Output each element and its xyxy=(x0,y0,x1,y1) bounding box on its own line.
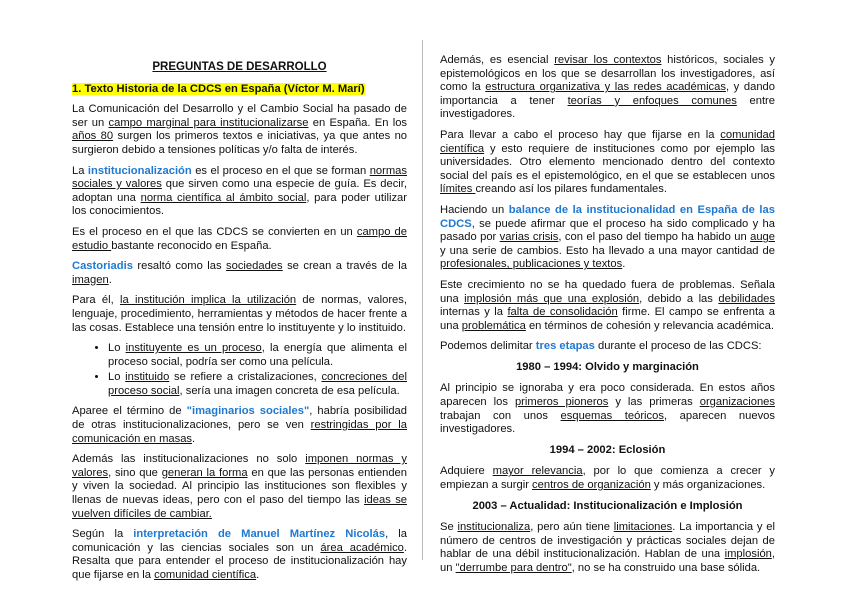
paragraph: Castoriadis resaltó como las sociedades se crean a través de la imagen. xyxy=(72,260,408,286)
paragraph: Es el proceso en el que las CDCS se convierten en un campo de estudio bastante reconocido en España. xyxy=(72,225,407,252)
paragraph: Al principio se ignoraba y era poco considerada. En estos años aparecen los primeros pioneros y las primeras organizaciones trabajan con unos esquemas teóricos, aparecen nuevos investigadores. xyxy=(440,382,775,436)
paragraph: Adquiere mayor relevancia, por lo que comienza a crecer y empiezan a surgir centros de organización y más organizaciones. xyxy=(440,465,775,492)
paragraph: Haciendo un balance de la institucionalidad en España de las CDCS, se puede afirmar que el proceso ha sido complicado y ha pasado por varias crisis, con el paso del tiempo ha habido un auge y una serie de cambios. Esto ha llevado a una mayor cantidad de profesionales, publicaciones y textos. xyxy=(440,203,775,271)
paragraph: Aparee el término de "imaginarios sociales", habría posibilidad de otras institucionalizaciones, pero se ven restringidas por la comunicación en masas. xyxy=(72,405,408,445)
stage-heading: 1980 – 1994: Olvido y marginación xyxy=(516,360,699,373)
column-divider xyxy=(422,40,423,560)
paragraph: Este crecimiento no se ha quedado fuera de problemas. Señala una implosión más que una explosión, debido a las debilidades internas y la falta de consolidación firme. El campo se enfrenta a una problemática en términos de cohesión y relevancia académica. xyxy=(440,278,775,332)
bullet-list xyxy=(72,342,407,398)
paragraph: La Comunicación del Desarrollo y el Cambio Social ha pasado de ser un campo marginal para institucionalizarse en España. En los años 80 surgen los primeros textos e iniciativas, ya que antes no surgieron debido a tensiones políticas y/o falta de interés. xyxy=(72,103,408,156)
paragraph: Para él, la institución implica la utilización de normas, valores, lenguaje, procedimiento, herramientas y métodos de hacer frente a las cosas. Establece una tensión entre lo instituyente y lo instituido. xyxy=(72,294,407,334)
stage-heading: 1994 – 2002: Eclosión xyxy=(549,443,666,456)
right-column xyxy=(440,54,775,583)
paragraph: Para llevar a cabo el proceso hay que fijarse en la comunidad científica y esto requiere de instituciones como por ejemplo las universidades. Otro elemento mencionado dentro del contexto social del país es el epistemológico, en el que se establecen unos límites creando así los pilares fundamentales. xyxy=(440,128,775,196)
stage-heading: 2003 – Actualidad: Institucionalización e Implosión xyxy=(472,499,743,512)
left-column xyxy=(72,58,407,590)
list-item: • Lo instituyente es un proceso, la energía que alimenta el proceso social, podría ser como una película. xyxy=(108,342,407,369)
highlighted-heading: 1. Texto Historia de la CDCS en España (Víctor M. Marí) xyxy=(72,82,365,95)
paragraph: Podemos delimitar tres etapas durante el proceso de las CDCS: xyxy=(440,340,762,353)
paragraph: Según la interpretación de Manuel Martínez Nicolás, la comunicación y las ciencias sociales son un área académico. Resalta que para entender el proceso de institucionalización hay que fijarse en la comunidad científica. xyxy=(72,528,407,581)
paragraph: Además, es esencial revisar los contextos históricos, sociales y epistemológicos en los que se desarrollan los investigadores, así como la estructura organizativa y las redes académicas, y dando importancia a tener teorías y enfoques comunes entre investigadores. xyxy=(440,54,776,121)
paragraph: Se institucionaliza, pero aún tiene limitaciones. La importancia y el número de centros de investigación y prácticas sociales dejan de hablar de una débil institucionalización. Hablan de una implosión, un "derrumbe para dentro", no se ha construido una base sólida. xyxy=(440,521,775,574)
list-item: • Lo instituido se refiere a cristalizaciones, concreciones del proceso social, sería una imagen concreta de esa película. xyxy=(108,371,407,398)
paragraph: La institucionalización es el proceso en el que se forman normas sociales y valores que sirven como una especie de guía. Es decir, adoptan una norma científica al ámbito social, para poder utilizar los conocimientos. xyxy=(72,164,407,218)
page-title: PREGUNTAS DE DESARROLLO xyxy=(152,61,327,73)
paragraph: Además las institucionalizaciones no solo imponen normas y valores, sino que generan la forma en que las personas entienden y viven la sociedad. Al principio las instituciones son flexibles y llenas de nuevas ideas, pero con el paso del tiempo las ideas se vuelven difíciles de cambiar. xyxy=(72,453,408,520)
section-heading xyxy=(72,83,407,97)
